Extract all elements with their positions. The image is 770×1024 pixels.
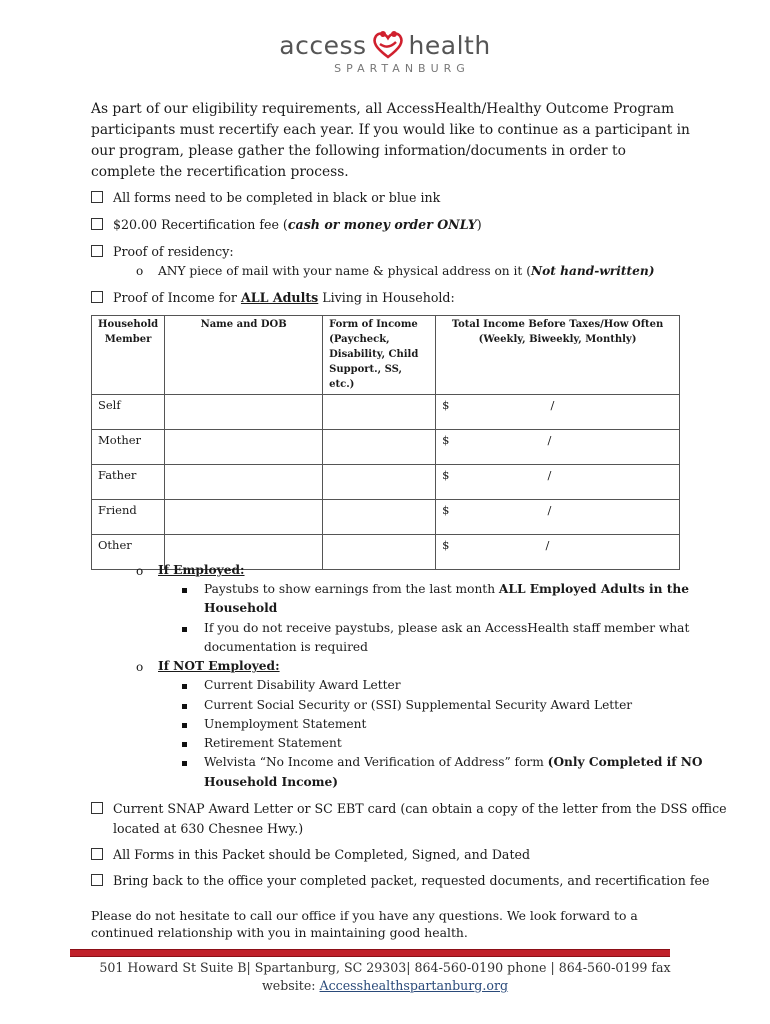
checklist-item-fee: $20.00 Recertification fee (cash or money order ONLY) bbox=[91, 217, 482, 232]
checklist-item-snap-cont: located at 630 Chesnee Hwy.) bbox=[113, 821, 304, 836]
logo bbox=[0, 30, 770, 75]
employed-item-no-paystubs-cont: documentation is required bbox=[204, 640, 368, 654]
checkbox[interactable] bbox=[91, 245, 103, 257]
checklist-item-snap: Current SNAP Award Letter or SC EBT card (can obtain a copy of the letter from the DSS office bbox=[91, 801, 727, 816]
logo-word-health: health bbox=[408, 30, 491, 60]
checkbox[interactable] bbox=[91, 218, 103, 230]
checklist-item-ink: All forms need to be completed in black or blue ink bbox=[91, 190, 440, 205]
footer bbox=[0, 959, 770, 995]
income-table bbox=[91, 315, 680, 570]
checkbox[interactable] bbox=[91, 874, 103, 886]
table-row bbox=[92, 430, 680, 465]
checklist-item-income: Proof of Income for ALL Adults Living in Household: bbox=[91, 290, 455, 305]
row-label: Other bbox=[92, 535, 165, 570]
header-form-of-income: Form of Income (Paycheck, Disability, Child Support., SS, etc.) bbox=[323, 316, 436, 395]
bullet-square bbox=[182, 684, 187, 689]
employed-item-paystubs-cont: Household bbox=[204, 601, 278, 615]
not-employed-item: Current Social Security or (SSI) Supplemental Security Award Letter bbox=[204, 698, 633, 712]
closing-paragraph: Please do not hesitate to call our office if you have any questions. We look forward to a continued relationship with you in maintaining good health. bbox=[91, 908, 638, 940]
checklist-item-bring-back: Bring back to the office your completed packet, requested documents, and recertification fee bbox=[91, 873, 709, 888]
checkbox[interactable] bbox=[91, 191, 103, 203]
checklist-item-forms: All Forms in this Packet should be Completed, Signed, and Dated bbox=[91, 847, 530, 862]
intro-paragraph: As part of our eligibility requirements, all AccessHealth/Healthy Outcome Program participants must recertify each year. If you would like to continue as a participant in our program, please gather the following information/documents in order to complete the recertification process. bbox=[91, 101, 690, 180]
name-dob-cell[interactable] bbox=[165, 430, 323, 465]
form-income-cell[interactable] bbox=[323, 430, 436, 465]
residency-subitem: ANY piece of mail with your name & physical address on it (Not hand-written) bbox=[158, 264, 655, 278]
not-employed-heading: If NOT Employed: bbox=[158, 659, 280, 673]
row-label: Mother bbox=[92, 430, 165, 465]
form-income-cell[interactable] bbox=[323, 535, 436, 570]
checkbox[interactable] bbox=[91, 848, 103, 860]
name-dob-cell[interactable] bbox=[165, 500, 323, 535]
logo-word-access: access bbox=[279, 30, 367, 60]
row-label: Father bbox=[92, 465, 165, 500]
employed-item-paystubs: Paystubs to show earnings from the last month ALL Employed Adults in the bbox=[204, 582, 690, 596]
name-dob-cell[interactable] bbox=[165, 465, 323, 500]
bullet-circle: o bbox=[136, 564, 144, 578]
header-household-member: Household Member bbox=[92, 316, 165, 395]
bullet-square bbox=[182, 723, 187, 728]
not-employed-item-welvista: Welvista “No Income and Verification of Address” form (Only Completed if NO bbox=[204, 755, 703, 769]
table-row bbox=[92, 465, 680, 500]
row-label: Friend bbox=[92, 500, 165, 535]
bullet-circle: o bbox=[136, 660, 144, 674]
checklist-item-residency: Proof of residency: bbox=[91, 244, 234, 259]
not-employed-item-welvista-cont: Household Income) bbox=[204, 775, 339, 789]
bullet-square bbox=[182, 742, 187, 747]
footer-website-line: website: Accesshealthspartanburg.org bbox=[261, 978, 509, 993]
form-income-cell[interactable] bbox=[323, 500, 436, 535]
footer-address: 501 Howard St Suite B| Spartanburg, SC 29303| 864-560-0190 phone | 864-560-0199 fax bbox=[99, 960, 671, 975]
header-name-dob: Name and DOB bbox=[165, 316, 323, 395]
checkbox[interactable] bbox=[91, 802, 103, 814]
website-link[interactable]: Accesshealthspartanburg.org bbox=[319, 978, 509, 993]
total-income-cell[interactable]: $ / bbox=[436, 430, 680, 465]
bullet-square bbox=[182, 761, 187, 766]
not-employed-item: Unemployment Statement bbox=[204, 717, 367, 731]
employed-heading: If Employed: bbox=[158, 563, 245, 577]
header-total-income: Total Income Before Taxes/How Often (Weekly, Biweekly, Monthly) bbox=[436, 316, 680, 395]
total-income-cell[interactable]: $ / bbox=[436, 535, 680, 570]
checkbox[interactable] bbox=[91, 291, 103, 303]
table-header-row bbox=[92, 316, 680, 395]
table-row bbox=[92, 395, 680, 430]
bullet-square bbox=[182, 704, 187, 709]
heart-people-icon bbox=[370, 30, 406, 60]
form-income-cell[interactable] bbox=[323, 465, 436, 500]
not-employed-item: Current Disability Award Letter bbox=[204, 678, 401, 692]
footer-divider bbox=[70, 949, 670, 957]
bullet-square bbox=[182, 627, 187, 632]
table-row bbox=[92, 500, 680, 535]
total-income-cell[interactable]: $ / bbox=[436, 500, 680, 535]
total-income-cell[interactable]: $ / bbox=[436, 395, 680, 430]
not-employed-item: Retirement Statement bbox=[204, 736, 342, 750]
name-dob-cell[interactable] bbox=[165, 395, 323, 430]
form-income-cell[interactable] bbox=[323, 395, 436, 430]
employed-item-no-paystubs: If you do not receive paystubs, please ask an AccessHealth staff member what bbox=[204, 621, 690, 635]
row-label: Self bbox=[92, 395, 165, 430]
bullet-square bbox=[182, 588, 187, 593]
total-income-cell[interactable]: $ / bbox=[436, 465, 680, 500]
logo-subtitle: SPARTANBURG bbox=[334, 62, 470, 75]
bullet-circle: o bbox=[136, 264, 144, 278]
